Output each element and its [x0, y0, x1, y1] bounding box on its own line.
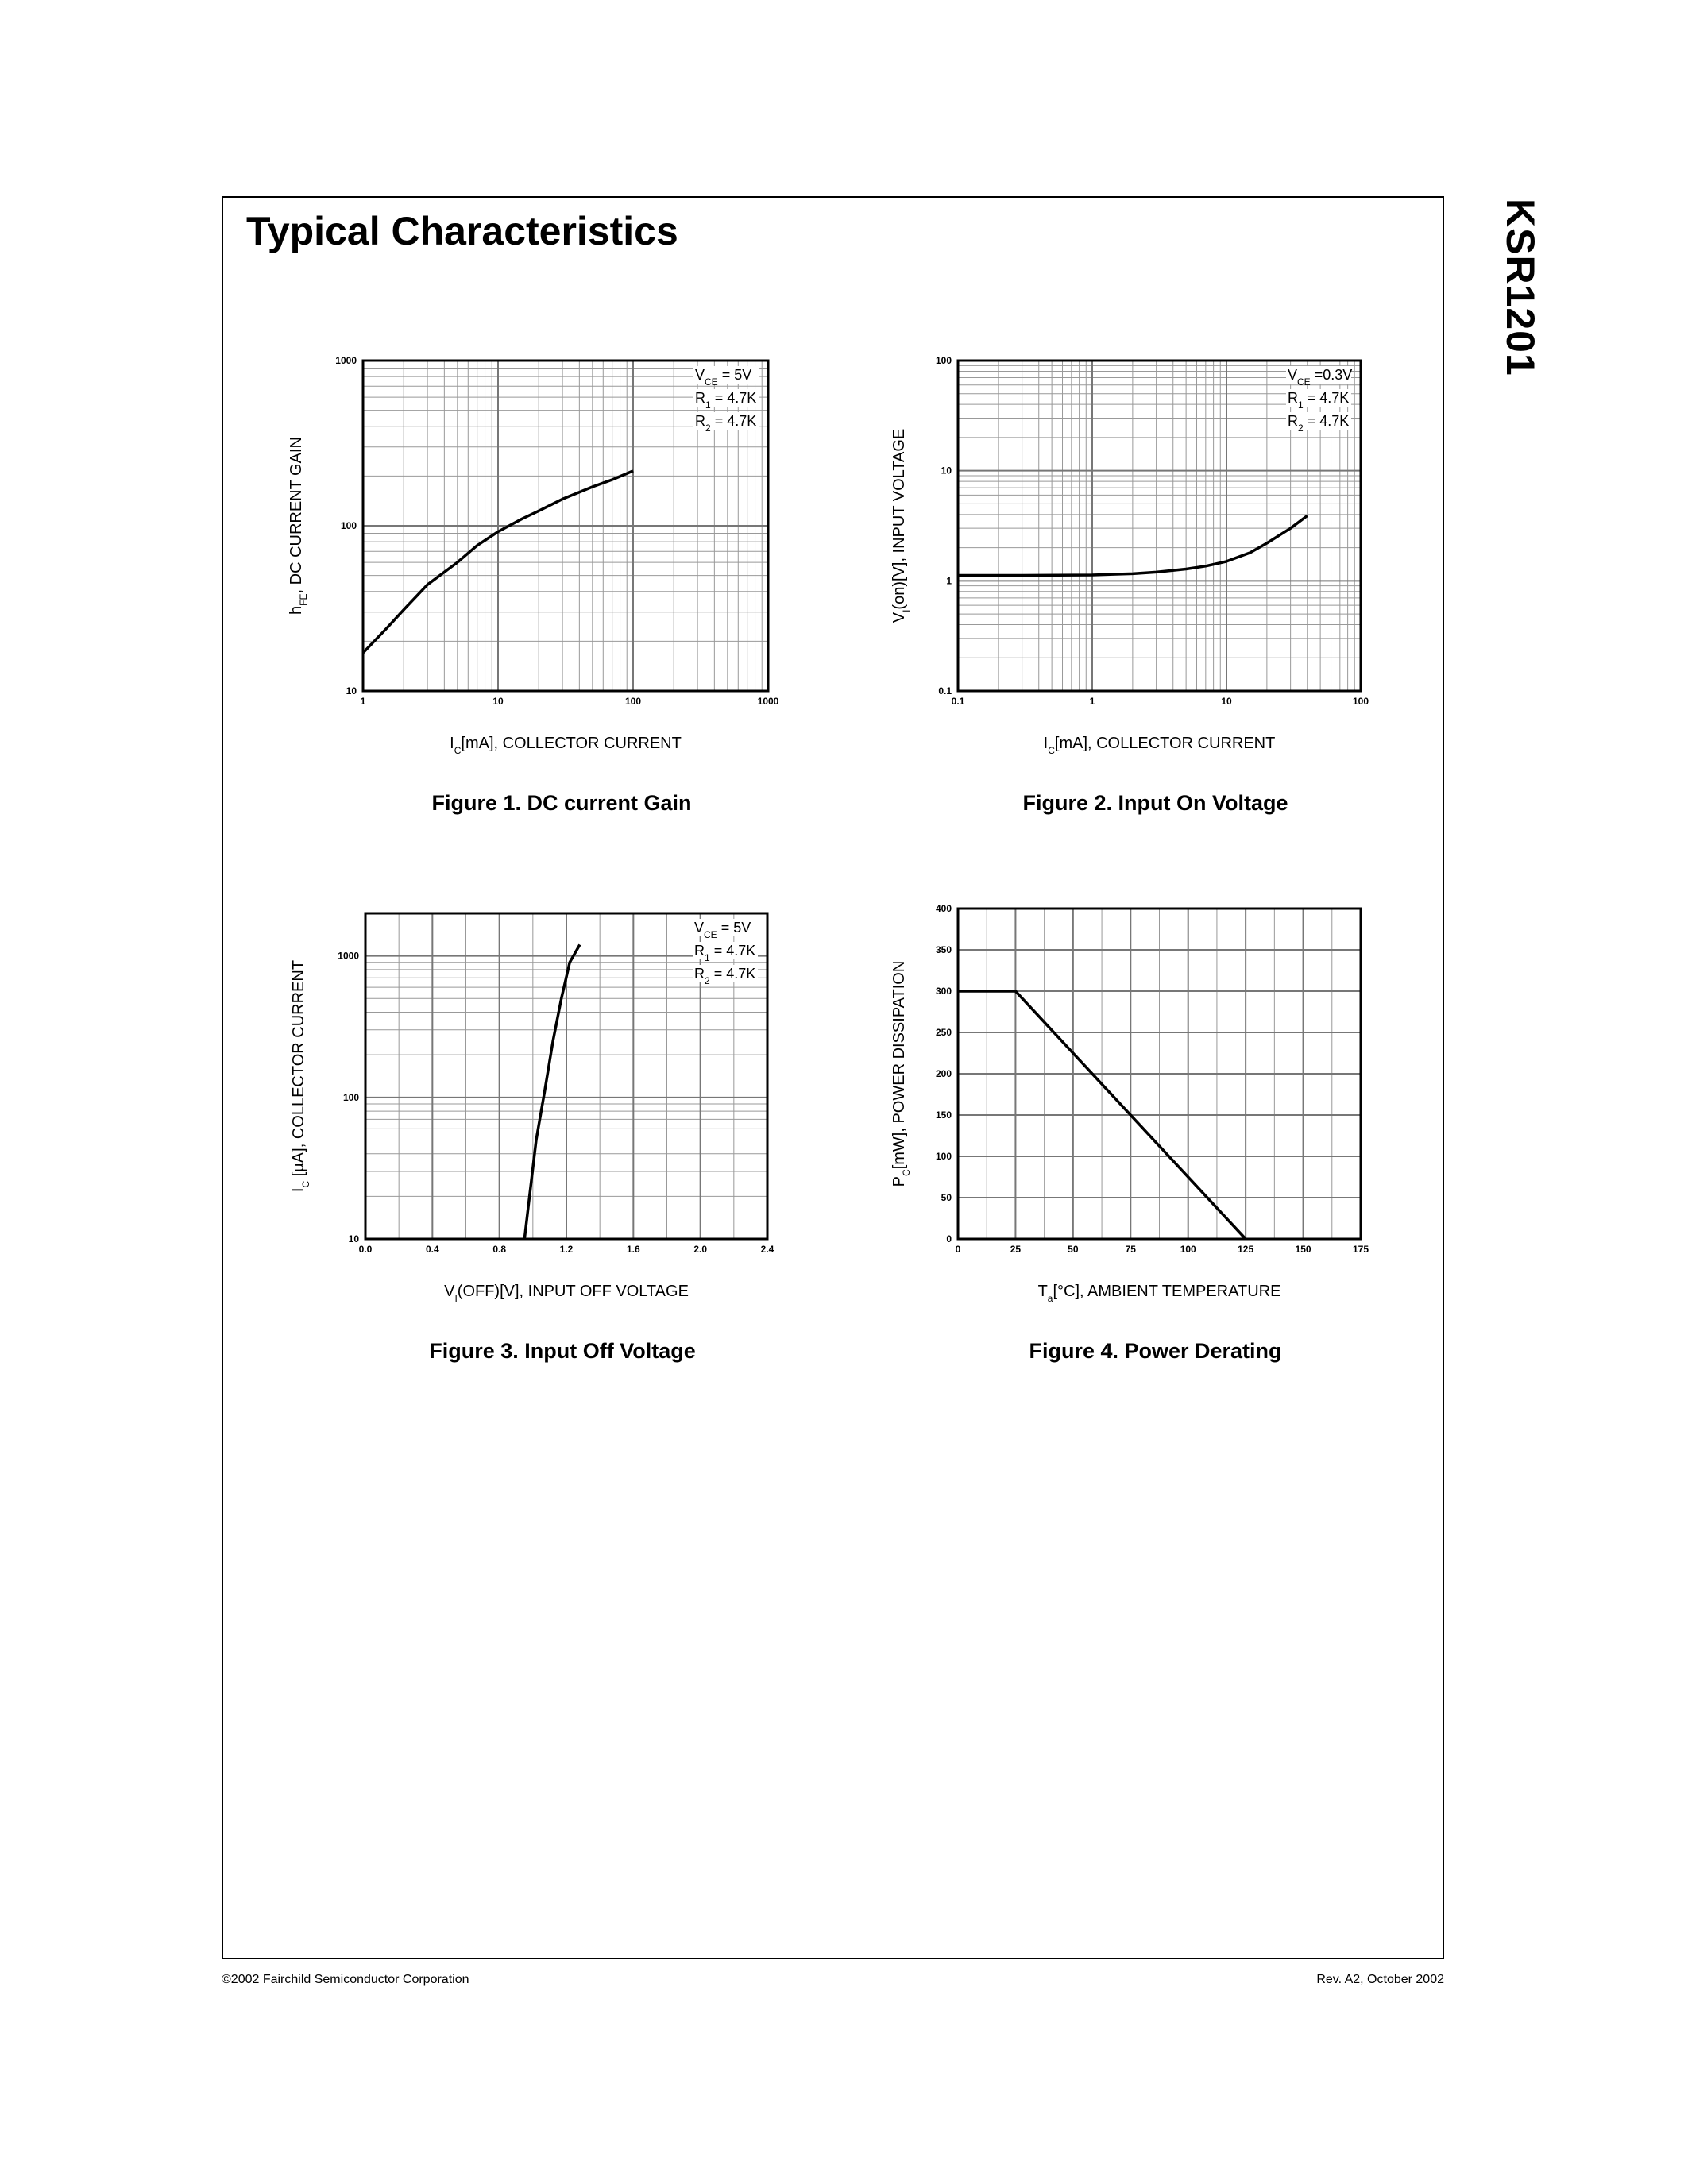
x-tick-label: 100: [1352, 696, 1369, 707]
x-tick-label: 0.8: [492, 1244, 507, 1255]
footer-copyright: ©2002 Fairchild Semiconductor Corporation: [222, 1973, 469, 1986]
legend-entry: $V_{CE} = 5V$: [695, 367, 752, 388]
x-tick-label: 0.4: [425, 1244, 439, 1255]
x-axis-label: $V_I(OFF)[V]$, INPUT OFF VOLTAGE: [444, 1283, 689, 1304]
y-tick-label: 350: [935, 944, 952, 955]
y-axis-label: $P_C[mW]$, POWER DISSIPATION: [890, 960, 912, 1187]
y-axis-label: $I_C$ [µA], COLLECTOR CURRENT: [290, 959, 311, 1193]
y-axis-label: $V_I(on)[V]$, INPUT VOLTAGE: [890, 428, 912, 623]
y-tick-label: 1000: [338, 950, 359, 962]
y-tick-label: 0.1: [938, 685, 952, 696]
x-tick-label: 175: [1352, 1244, 1369, 1255]
x-axis-label: $T_a[^\circ C]$, AMBIENT TEMPERATURE: [1037, 1283, 1281, 1304]
y-tick-label: 100: [340, 520, 357, 531]
x-tick-label: 0.0: [358, 1244, 373, 1255]
x-axis-label: $I_C[mA]$, COLLECTOR CURRENT: [450, 735, 682, 756]
x-tick-label: 100: [624, 696, 642, 707]
y-tick-label: 150: [935, 1109, 952, 1121]
chart-fig4: [890, 903, 1369, 1363]
part-number: KSR1201: [1498, 199, 1543, 376]
y-tick-label: 250: [935, 1027, 952, 1038]
x-tick-label: 50: [1068, 1244, 1079, 1255]
x-tick-label: 2.0: [693, 1244, 708, 1255]
y-tick-label: 10: [941, 465, 952, 477]
y-tick-label: 1: [946, 575, 952, 587]
y-tick-label: 400: [935, 903, 952, 914]
figure-caption: Figure 2. Input On Voltage: [1022, 791, 1288, 815]
y-tick-label: 100: [342, 1091, 359, 1103]
x-tick-label: 10: [492, 696, 504, 707]
chart-fig1: [288, 355, 779, 815]
x-tick-label: 1: [1089, 696, 1095, 707]
x-tick-label: 75: [1125, 1244, 1136, 1255]
legend-entry: $R_1 = 4.7K$: [695, 390, 757, 411]
legend-entry: $R_2 = 4.7K$: [1288, 413, 1350, 434]
chart-fig3: [290, 913, 774, 1363]
x-tick-label: 100: [1180, 1244, 1196, 1255]
x-tick-label: 125: [1238, 1244, 1254, 1255]
chart-fig2: [890, 355, 1369, 815]
y-tick-label: 50: [941, 1192, 952, 1203]
y-tick-label: 10: [348, 1233, 359, 1244]
legend-entry: $R_1 = 4.7K$: [694, 943, 756, 963]
x-tick-label: 2.4: [760, 1244, 774, 1255]
y-tick-label: 100: [935, 355, 952, 366]
legend-entry: $R_1 = 4.7K$: [1288, 390, 1350, 411]
y-tick-label: 1000: [335, 355, 357, 366]
x-tick-label: 150: [1295, 1244, 1311, 1255]
legend-entry: $R_2 = 4.7K$: [695, 413, 757, 434]
y-tick-label: 300: [935, 986, 952, 997]
figure-caption: Figure 3. Input Off Voltage: [429, 1339, 696, 1363]
footer-revision: Rev. A2, October 2002: [1316, 1973, 1444, 1986]
x-tick-label: 10: [1221, 696, 1232, 707]
y-tick-label: 10: [346, 685, 357, 696]
figure-caption: Figure 1. DC current Gain: [431, 791, 692, 815]
y-tick-label: 100: [935, 1151, 952, 1162]
y-tick-label: 0: [946, 1233, 952, 1244]
x-axis-label: $I_C[mA]$, COLLECTOR CURRENT: [1043, 735, 1276, 756]
x-tick-label: 1.6: [626, 1244, 640, 1255]
x-tick-label: 0: [955, 1244, 961, 1255]
legend-entry: $V_{CE} = 5V$: [694, 920, 751, 940]
x-tick-label: 1: [360, 696, 366, 707]
figure-caption: Figure 4. Power Derating: [1029, 1339, 1282, 1363]
x-tick-label: 1.2: [559, 1244, 574, 1255]
x-tick-label: 1000: [757, 696, 779, 707]
legend-entry: $R_2 = 4.7K$: [694, 966, 756, 986]
y-tick-label: 200: [935, 1068, 952, 1079]
x-tick-label: 0.1: [951, 696, 965, 707]
legend-entry: $V_{CE} =0.3V$: [1288, 367, 1353, 388]
y-axis-label: $h_{FE}$, DC CURRENT GAIN: [288, 437, 309, 615]
x-tick-label: 25: [1010, 1244, 1022, 1255]
page-title: Typical Characteristics: [246, 209, 678, 253]
